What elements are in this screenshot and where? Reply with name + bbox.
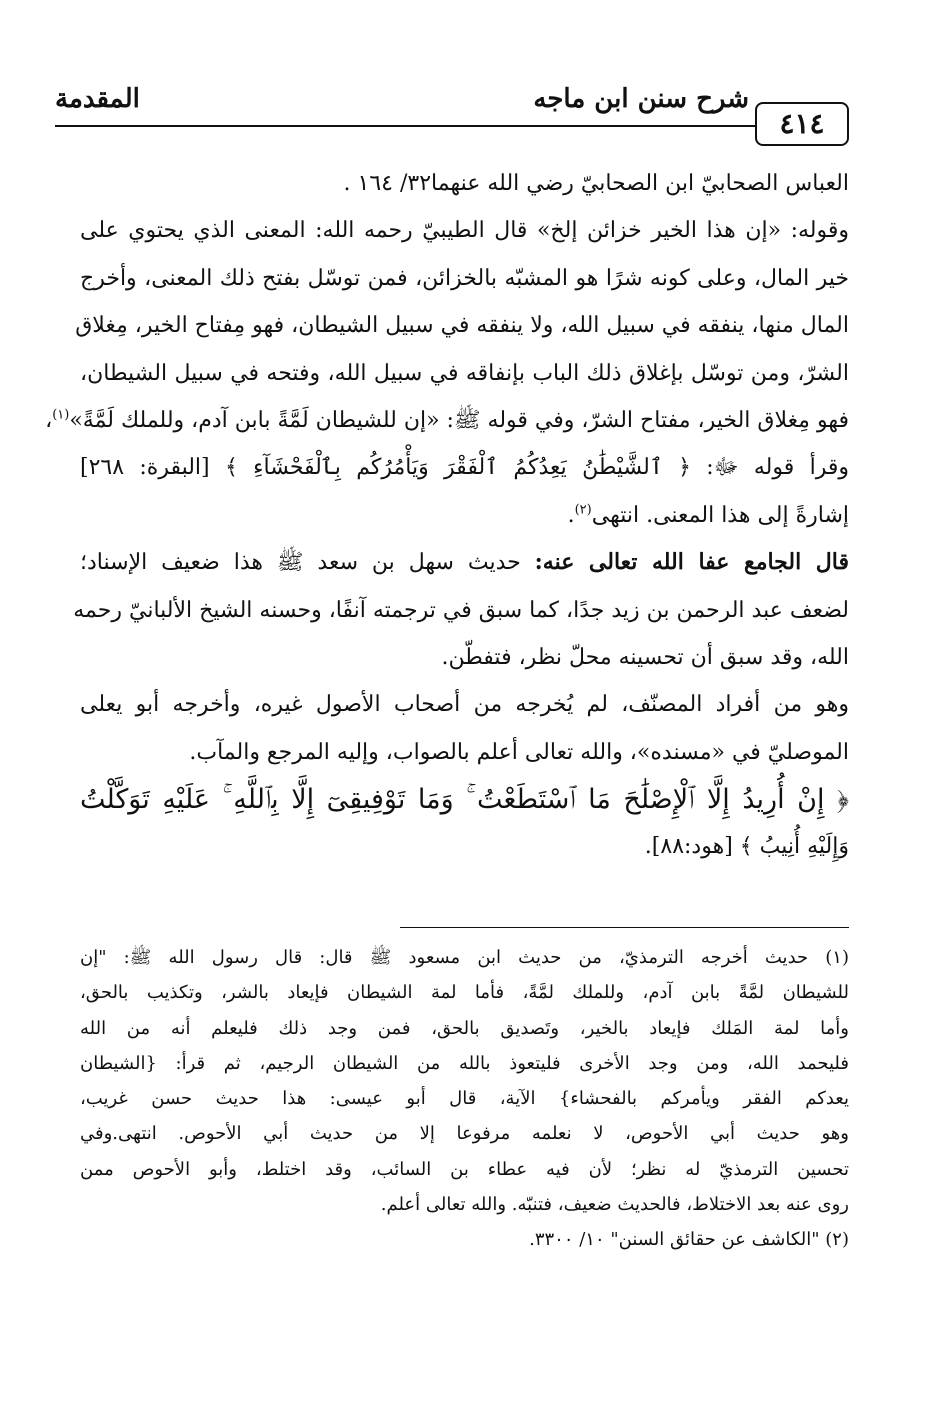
- page-header: [55, 80, 849, 150]
- line-text: العباس الصحابيّ ابن الصحابيّ رضي الله عنهما٣٢/ ١٦٤ .: [343, 171, 849, 196]
- text-line: [80, 776, 849, 823]
- footnote-marker: (١): [52, 407, 70, 423]
- line-text: لضعف عبد الرحمن بن زيد جدًا، كما سبق في ترجمته آنفًا، وحسنه الشيخ الألبانيّ رحمه: [73, 597, 849, 623]
- line-text: (٢) "الكاشف عن حقائق السنن" ١٠/ ٣٣٠٠.: [529, 1229, 849, 1251]
- line-text: وأما لمة المَلك فإيعاد بالخير، وتَصديق بالحق، فمن وجد ذلك فليعلم أنه من الله: [80, 1017, 849, 1039]
- footnote-line: [80, 1046, 849, 1081]
- section-title: المقدمة: [55, 84, 140, 114]
- line-text: إشارةً إلى هذا المعنى. انتهى: [591, 502, 849, 528]
- text-line: [80, 492, 849, 539]
- line-text: روى عنه بعد الاختلاط، فالحديث ضعيف، فتنبّه. والله تعالى أعلم.: [380, 1194, 849, 1216]
- text-line: [80, 634, 849, 681]
- line-text: وهو حديث أبي الأحوص، لا نعلمه مرفوعا إلا من حديث أبي الأحوص. انتهى.وفي: [80, 1123, 849, 1145]
- header-rule: [55, 125, 759, 127]
- text-line: [80, 539, 849, 586]
- line-text: يعدكم الفقر ويأمركم بالفحشاء} الآية، قال أبو عيسى: هذا حديث حسن غريب،: [80, 1088, 849, 1110]
- footnote-line: [80, 940, 849, 975]
- footnote-line: [80, 1222, 849, 1257]
- text-line: [80, 350, 849, 397]
- footnote-line: [80, 975, 849, 1010]
- line-text: الشرّ، ومن توسّل بإغلاق ذلك الباب بإنفاقه في سبيل الله، وفتحه في سبيل الشيطان،: [80, 360, 849, 386]
- footnote-separator: [400, 927, 849, 928]
- line-text: ﴿ إِنْ أُرِيدُ إِلَّا ٱلْإِصْلَٰحَ مَا ٱسْتَطَعْتُ ۚ وَمَا تَوْفِيقِىٓ إِلَّا بِٱللَّهِ ۚ عَلَيْهِ تَوَكَّلْتُ: [80, 784, 849, 816]
- line-text: وقرأ قوله ﷻ: ﴿ ٱلشَّيْطَٰنُ يَعِدُكُمُ ٱلْفَقْرَ وَيَأْمُرُكُم بِٱلْفَحْشَآءِ ﴾ [البقرة: ٢٦٨]: [80, 455, 849, 481]
- line-text: وقوله: «إن هذا الخير خزائن إلخ» قال الطيبيّ رحمه الله: المعنى الذي يحتوي على: [80, 218, 849, 244]
- footnote-line: [80, 1081, 849, 1116]
- line-text: للشيطان لمَّةً بابن آدم، وللملك لمَّةً، فأما لمة الشيطان فإيعاد بالشر، وتكذيب بالحق،: [80, 982, 849, 1004]
- text-line: [73, 587, 849, 634]
- line-punctuation: ،: [45, 407, 53, 433]
- book-title: شرح سنن ابن ماجه: [533, 84, 749, 114]
- footnotes: [80, 940, 849, 1258]
- footnote-marker: (٢): [574, 502, 592, 518]
- author-note-heading: قال الجامع عفا الله تعالى عنه:: [534, 549, 849, 576]
- main-text: [45, 160, 849, 871]
- text-line: [80, 729, 849, 776]
- line-text: تحسين الترمذيّ له نظر؛ لأن فيه عطاء بن السائب، وقد اختلط، وأبو الأحوص ممن: [80, 1158, 849, 1180]
- text-line: [80, 207, 849, 254]
- text-line: [80, 444, 849, 491]
- line-text: (١) حديث أخرجه الترمذيّ، من حديث ابن مسعود ﷺ قال: قال رسول الله ﷺ: "إن: [80, 947, 849, 968]
- line-text: فليحمد الله، ومن وجد الأخرى فليتعوذ بالله من الشيطان الرجيم، ثم قرأ: {الشيطان: [80, 1052, 849, 1074]
- line-punctuation: .: [567, 502, 575, 528]
- line-text: خير المال، وعلى كونه شرًا هو المشبّه بالخزائن، فمن توسّل بفتح ذلك المعنى، وأخرج: [80, 265, 849, 291]
- footnote-line: [80, 1187, 849, 1222]
- text-line: [45, 397, 849, 444]
- page-number: ٤١٤: [755, 102, 849, 146]
- line-text: وَإِلَيْهِ أُنِيبُ ﴾ [هود:٨٨].: [644, 834, 849, 860]
- line-text: المال منها، ينفقه في سبيل الله، ولا ينفقه في سبيل الشيطان، فهو مِفتاح الخير، مِغلاق: [75, 313, 849, 339]
- line-text: حديث سهل بن سعد ﷺ هذا ضعيف الإسناد؛: [80, 550, 535, 576]
- line-text: فهو مِغلاق الخير، مفتاح الشرّ، وفي قوله ﷺ: «إن للشيطان لَمَّةً بابن آدم، وللملك لَمَّةً»: [69, 407, 849, 433]
- text-line: [80, 255, 849, 302]
- text-line: [80, 681, 849, 728]
- line-text: الموصليّ في «مسنده»، والله تعالى أعلم بالصواب، وإليه المرجع والمآب.: [189, 739, 849, 765]
- text-line: [80, 160, 849, 207]
- line-text: وهو من أفراد المصنّف، لم يُخرجه من أصحاب الأصول غيره، وأخرجه أبو يعلى: [80, 692, 849, 718]
- line-text: الله، وقد سبق أن تحسينه محلّ نظر، فتفطّن.: [441, 644, 849, 670]
- footnote-line: [80, 1011, 849, 1046]
- footnote-line: [80, 1152, 849, 1187]
- text-line: [80, 823, 849, 870]
- text-line: [75, 302, 849, 349]
- footnote-line: [80, 1116, 849, 1151]
